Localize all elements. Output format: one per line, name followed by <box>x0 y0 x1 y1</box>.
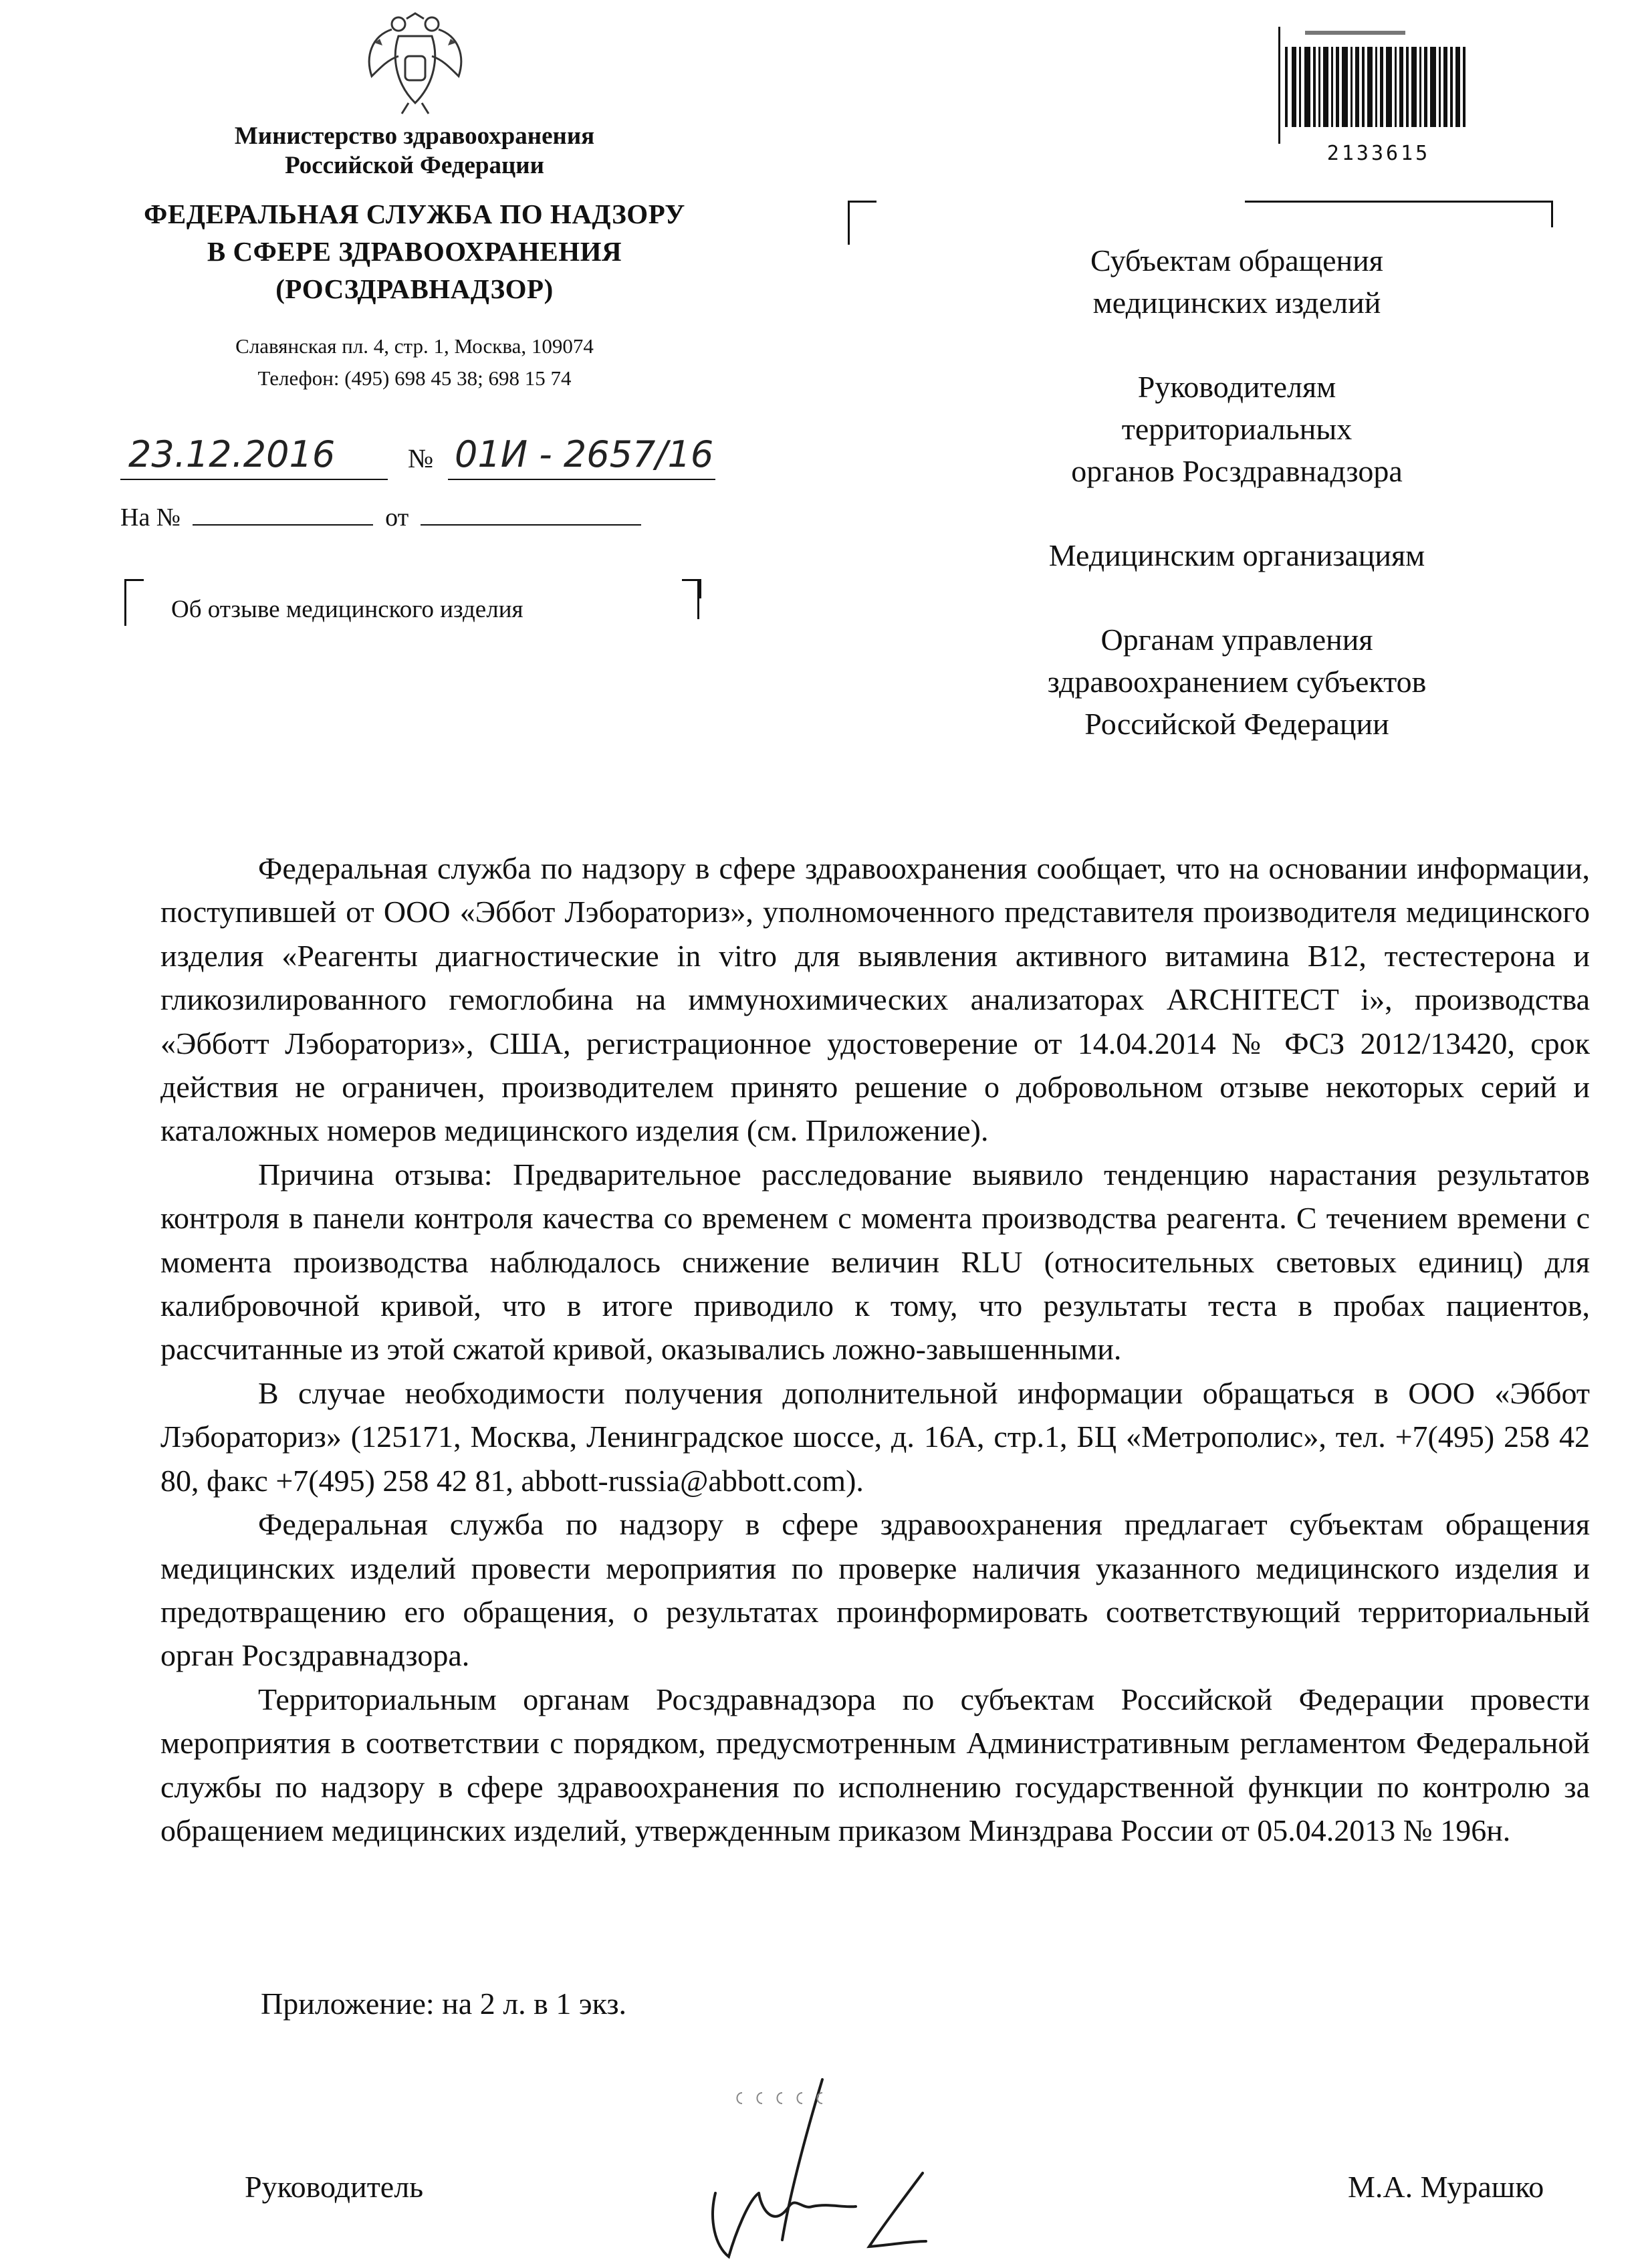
phone-line: Телефон: (495) 698 45 38; 698 15 74 <box>257 366 572 390</box>
ministry-line: Министерство здравоохранения <box>234 122 595 150</box>
barcode-icon <box>1278 27 1472 144</box>
coat-of-arms-icon <box>352 9 479 116</box>
service-line: ФЕДЕРАЛЬНАЯ СЛУЖБА ПО НАДЗОРУ <box>144 199 685 229</box>
addressee-line: Российской Федерации <box>1084 707 1389 741</box>
addressee-item <box>949 534 1524 576</box>
reply-date-blank <box>421 505 641 526</box>
registration-number: 01И - 2657/16 <box>455 433 714 475</box>
addressee-corner <box>848 201 876 229</box>
subject-corner-leg <box>124 579 126 626</box>
date-underline <box>120 479 388 480</box>
addressee-line: территориальных <box>1121 412 1353 446</box>
number-underline <box>448 479 715 480</box>
reply-to-label: На № <box>120 503 181 532</box>
addressee-line: здравоохранением субъектов <box>1047 665 1427 699</box>
handwritten-signature <box>669 2066 949 2260</box>
body-paragraph: Федеральная служба по надзору в сфере здравоохранения предлагает субъектам обращения медицинских изделий провести мероприятия по проверке наличия указанного медицинского изделия и предотвращению его обращения, о результатах проинформировать соответствующий территориальный орган Росздравнадзора. <box>160 1507 1590 1673</box>
reply-reference <box>120 503 653 532</box>
barcode-frame-line <box>1245 201 1552 203</box>
barcode-number: 2133615 <box>1326 142 1431 165</box>
letter-subject: Об отзыве медицинского изделия <box>171 596 523 623</box>
subject-corner <box>124 579 144 598</box>
signatory-position: Руководитель <box>245 2170 424 2204</box>
ministry-name <box>120 122 709 181</box>
addressee-line: медицинских изделий <box>1092 286 1381 320</box>
service-name <box>80 195 749 308</box>
addressee-item <box>949 239 1524 324</box>
addressee-line: Руководителям <box>1137 370 1336 404</box>
body-paragraph: Федеральная служба по надзору в сфере здравоохранения сообщает, что на основании информации, поступившей от ООО «Эббот Лэбораториз», уполномоченного представителя производителя медицинского изделия «Реагенты диагностические in vitro для выявления активного витамина B12, тестестерона и гликозилированного гемоглобина на иммунохимических анализаторах ARCHITECT i», производства «Эбботт Лэбораториз», США, регистрационное удостоверение от 14.04.2014 № ФСЗ 2012/13420, срок действия не ограничен, производителем принято решение о добровольном отзыве некоторых серий и каталожных номеров медицинского изделия (см. Приложение). <box>160 851 1590 1148</box>
reply-number-blank <box>193 505 373 526</box>
letter-body <box>160 846 1590 1852</box>
service-line: (РОСЗДРАВНАДЗОР) <box>275 273 554 304</box>
body-paragraph: Причина отзыва: Предварительное расследование выявило тенденцию нарастания результатов контроля в панели контроля качества со временем с момента производства реагента. С течением времени с момента производства наблюдалось снижение величин RLU (относительных световых единиц) для калибровочной кривой, что в итоге приводило к тому, что результаты теста в пробах пациентов, рассчитанные из этой сжатой кривой, оказывались ложно-завышенными. <box>160 1157 1590 1367</box>
addressee-item <box>949 366 1524 492</box>
address-line: Славянская пл. 4, стр. 1, Москва, 109074 <box>235 334 594 358</box>
subject-corner-leg <box>697 579 699 619</box>
addressee-corner-leg <box>848 201 850 245</box>
signatory-name: М.А. Мурашко <box>1348 2170 1544 2204</box>
barcode-frame-line <box>1551 201 1553 227</box>
ministry-line: Российской Федерации <box>285 152 544 179</box>
body-paragraph: Территориальным органам Росздравнадзора по субъектам Российской Федерации провести мероприятия в соответствии с порядком, предусмотренным Административным регламентом Федеральной службы по надзору в сфере здравоохранения по исполнению государственной функции по контролю за обращением медицинских изделий, утвержденным приказом Минздрава России от 05.04.2013 № 196н. <box>160 1682 1590 1847</box>
addressee-list <box>949 239 1524 787</box>
addressee-item <box>949 618 1524 745</box>
body-paragraph: В случае необходимости получения дополнительной информации обращаться в ООО «Эббот Лэбораториз» (125171, Москва, Ленинградское шоссе, д. 16А, стр.1, БЦ «Метрополис», тел. +7(495) 258 42 80, факс +7(495) 258 42 81, abbott-russia@abbott.com). <box>160 1375 1590 1498</box>
addressee-line: Медицинским организациям <box>1048 538 1425 572</box>
addressee-line: Органам управления <box>1100 622 1373 657</box>
service-address <box>120 330 709 394</box>
service-line: В СФЕРЕ ЗДРАВООХРАНЕНИЯ <box>207 236 622 267</box>
number-label: № <box>408 443 434 473</box>
from-label: от <box>385 503 409 532</box>
addressee-line: органов Росздравнадзора <box>1071 454 1403 488</box>
registration-date: 23.12.2016 <box>128 433 336 475</box>
addressee-line: Субъектам обращения <box>1090 243 1383 277</box>
attachment-note: Приложение: на 2 л. в 1 экз. <box>261 1987 627 2021</box>
